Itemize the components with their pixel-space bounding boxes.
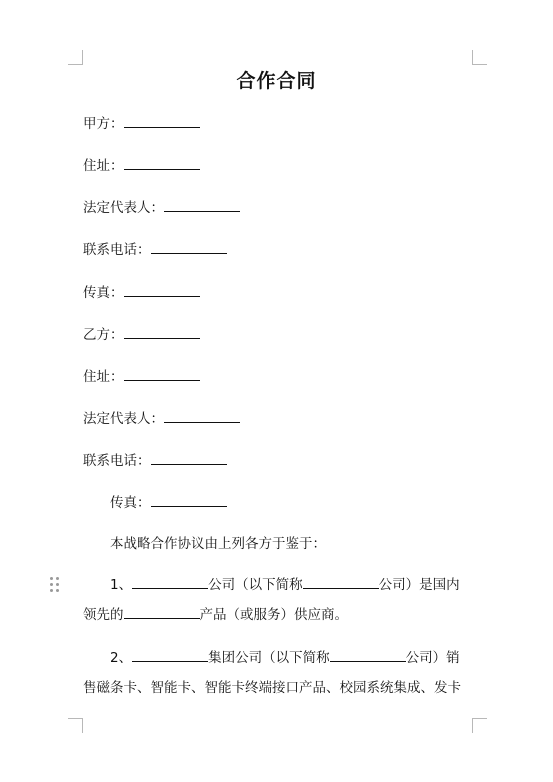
party-b-name-line [83,326,200,343]
crop-mark-bottom-right [472,718,487,733]
party-a-name-blank[interactable] [124,115,200,128]
crop-mark-bottom-left [68,718,83,733]
party-b-rep-blank[interactable] [164,410,240,423]
party-b-address-blank[interactable] [124,368,200,381]
party-b-rep-line [83,410,240,427]
party-a-address-label: 住址： [83,158,124,174]
clause-1-text-3: 领先的 [83,607,124,623]
clause-1-blank-1[interactable] [132,576,208,589]
party-a-address-blank[interactable] [124,157,200,170]
party-a-fax-label: 传真： [83,285,124,301]
party-a-phone-blank[interactable] [151,241,227,254]
party-a-fax-line [83,284,200,301]
clause-1-text-4: 产品（或服务）供应商。 [199,607,348,623]
party-b-fax-blank[interactable] [151,494,227,507]
clause-2-line-2: 售磁条卡、智能卡、智能卡终端接口产品、校园系统集成、发卡 [83,680,461,696]
party-b-name-label: 乙方： [83,327,124,343]
party-a-rep-line [83,199,240,216]
party-a-rep-blank[interactable] [164,199,240,212]
clause-2-text-1: 集团公司（以下简称 [208,650,330,666]
party-a-phone-label: 联系电话： [83,242,151,258]
clause-2-prefix: 2、 [110,650,133,666]
party-b-phone-line [83,452,227,469]
party-b-rep-label: 法定代表人： [83,411,164,427]
clause-2-blank-2[interactable] [330,649,406,662]
party-b-phone-label: 联系电话： [83,453,151,469]
party-b-phone-blank[interactable] [151,452,227,465]
crop-mark-top-left [68,50,83,65]
party-b-fax-line [110,494,227,511]
party-b-address-line [83,368,200,385]
party-a-name-line [83,115,200,132]
party-a-phone-line [83,241,227,258]
document-title: 合作合同 [236,70,317,92]
party-b-address-label: 住址： [83,369,124,385]
party-b-fax-label: 传真： [110,495,151,511]
drag-handle-icon[interactable] [50,577,60,593]
party-b-name-blank[interactable] [124,326,200,339]
clause-2 [83,643,473,703]
clause-1-blank-2[interactable] [303,576,379,589]
clause-1-text-2: 公司）是国内 [378,577,460,593]
party-a-rep-label: 法定代表人： [83,200,164,216]
party-a-address-line [83,157,200,174]
party-a-fax-blank[interactable] [124,284,200,297]
clause-1-text-1: 公司（以下简称 [208,577,303,593]
intro-paragraph: 本战略合作协议由上列各方于鉴于： [110,536,326,552]
party-a-name-label: 甲方： [83,116,124,132]
crop-mark-top-right [472,50,487,65]
clause-2-text-2: 公司）销 [405,650,460,666]
clause-1-blank-3[interactable] [124,606,200,619]
clause-1 [83,570,473,630]
clause-1-prefix: 1、 [110,577,133,593]
clause-2-blank-1[interactable] [132,649,208,662]
